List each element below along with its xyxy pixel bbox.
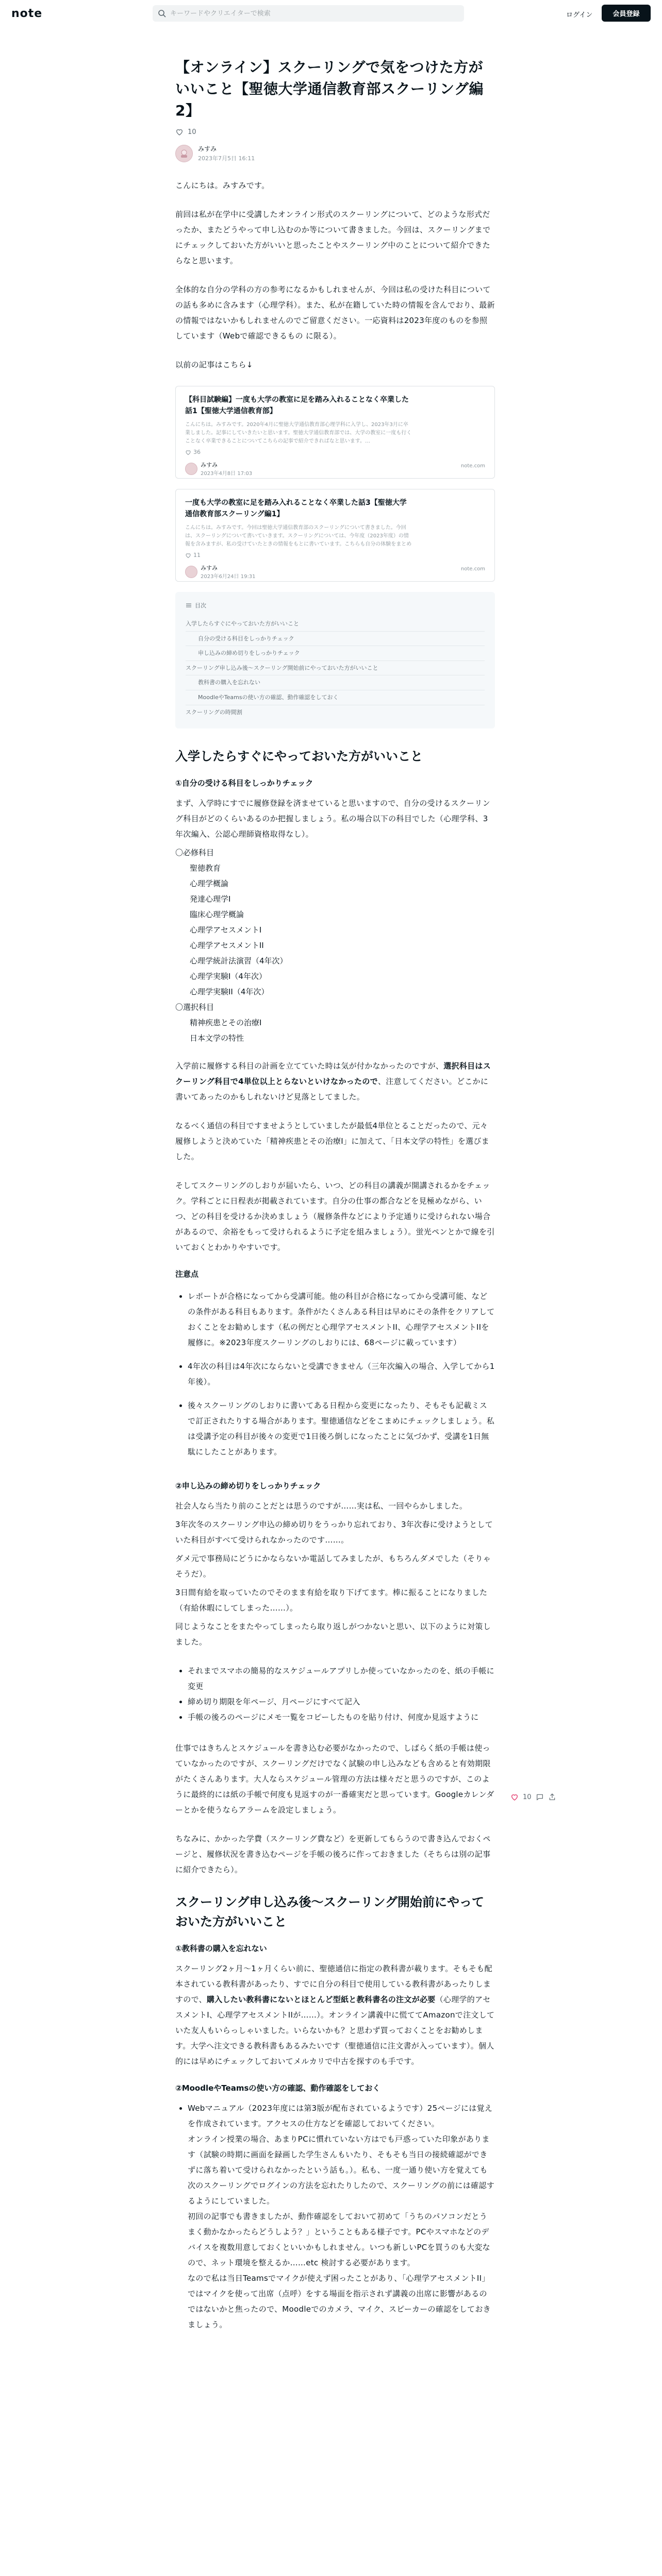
search-box[interactable] bbox=[153, 5, 464, 22]
text-span: 入学前に履修する科目の計画を立てていた時は気が付かなかったのですが、 bbox=[175, 1061, 444, 1071]
bold-text: 購入したい教科書にないとほとんど型紙と教科書名の注文が必要 bbox=[206, 1994, 436, 2004]
subsection-heading: ①自分の受ける科目をしっかりチェック bbox=[175, 778, 313, 788]
toc-item[interactable]: MoodleやTeamsの使い方の確認、動作確認をしておく bbox=[186, 690, 485, 705]
note-logo[interactable]: note bbox=[11, 7, 43, 20]
author-row[interactable] bbox=[175, 144, 495, 162]
card-domain: note.com bbox=[460, 566, 485, 572]
card-like-count: 36 bbox=[193, 449, 201, 456]
subject-item: 〇選択科目 bbox=[175, 1003, 214, 1012]
subject-item: 聖徳教育 bbox=[190, 863, 221, 873]
avatar bbox=[185, 463, 197, 475]
toc-item[interactable]: 申し込みの締め切りをしっかりチェック bbox=[186, 646, 485, 661]
subject-item: 心理学アセスメントII bbox=[190, 941, 264, 951]
subject-item: 〇必修科目 bbox=[175, 848, 214, 858]
card-date: 2023年6月24日 19:31 bbox=[201, 574, 256, 580]
heart-icon bbox=[185, 552, 191, 558]
notes-list bbox=[188, 1289, 495, 1460]
signup-button[interactable]: 会員登録 bbox=[602, 5, 651, 22]
text-span: Webマニュアル（2023年度には第3版が配布されているようです）25ページには覚えを作成されています。アクセスの仕方などを確認しておいてください。 bbox=[188, 2103, 493, 2128]
text-span: （心理学的アセスメントI、心理学アセスメントIIが……）。オンライン講義中に慌ててAmazonで注文していた友人もいらっしゃいました。いらないかも？と思わず買っておくことをお勧めします。大学へ注文できる教科書もあるみたいです（聖徳通信に注文書が入っています）。個人的には早めにチェックしておいてメルカリで中古を探すのも手です。 bbox=[175, 1994, 495, 2066]
subject-item: 発達心理学I bbox=[190, 894, 231, 904]
paragraph: 前回は私が在学中に受講したオンライン形式のスクーリングについて、どのような形式だったか、またどうやって申し込むのか等について書きました。今回は、スクーリングまでにチェックしておいた方がいいと思ったことやスクーリング中のことについて紹介できたらなと思います。 bbox=[175, 210, 491, 265]
toc-item[interactable]: スクーリングの時間割 bbox=[186, 708, 242, 716]
toc-item[interactable]: スクーリング申し込み後〜スクーリング開始前にやっておいた方がいいこと bbox=[186, 661, 485, 676]
heart-icon bbox=[185, 449, 191, 455]
paragraph: 3年次冬のスクーリング申込の締め切りをうっかり忘れており、3年次春に受けようとしていた科目がすべて受けられなかったのです……。 bbox=[175, 1520, 493, 1545]
article bbox=[175, 57, 495, 2348]
text-span: オンライン授業の場合、あまりPCに慣れていない方はでも戸惑っていた印象があります（試験の時期に画面を録画した学生さんもいたり、そもそも当日の接続確認ができずに落ち着いて受けられなかったという話も。）。私も、一度一通り使い方を覚えても次のスクーリングでログインの方法を忘れたりしたので、スクーリングの前には確認するようにしていました。 bbox=[188, 2134, 495, 2206]
subject-item: 心理学実験I（4年次） bbox=[190, 972, 267, 981]
article-title: 【オンライン】スクーリングで気をつけた方がいいこと【聖徳大学通信教育部スクーリング編2】 bbox=[175, 59, 484, 119]
toc-item[interactable]: 自分の受ける科目をしっかりチェック bbox=[186, 632, 485, 647]
toc-item[interactable]: 教科書の購入を忘れない bbox=[186, 675, 485, 690]
avatar bbox=[185, 566, 197, 578]
paragraph bbox=[175, 1058, 495, 1105]
paragraph: 3日間有給を取っていたのでそのまま有給を取り下げてます。棒に振ることになりました（有給休暇にしてしまった……）。 bbox=[175, 1588, 488, 1613]
subsection-heading: ①教科書の購入を忘れない bbox=[175, 1943, 267, 1953]
list-item: • レポートが合格になってから受講可能。他の科目が合格になってから受講可能、などの条件がある科目もあります。条件がたくさんある科目は早めにその条件をクリアしておくことをお勧めします（私の例だと心理学アセスメントII、心理学アセスメントIIを履修に。※2023年度スクーリングのしおりには、68ページに載っています） bbox=[188, 1289, 495, 1350]
avatar-illustration-icon bbox=[179, 148, 189, 159]
heart-icon[interactable] bbox=[175, 128, 184, 136]
list-item: • 4年次の科目は4年次にならないと受講できません（三年次編入の場合、入学してから1年後）。 bbox=[188, 1359, 495, 1389]
paragraph: ちなみに、かかった学費（スクーリング費など）を更新してもらうので書き込んでおくページと、履修状況を書き込むページを手帳の後ろに作っておきました（そちらは別の記事に紹介できたら）。 bbox=[175, 1834, 491, 1875]
list-icon bbox=[186, 602, 192, 608]
paragraph: そしてスクーリングのしおりが届いたら、いつ、どの科目の講義が開講されるかをチェック。学科ごとに日程表が掲載されています。自分の仕事の都合などを見極めながら、いつ、どの科目を受けるか決めましょう（履修条件などにより予定通りに受けられない場合があるので、余裕をもって受けられるように予定を組みましょう）。蛍光ペンとかで線を引いておくとわかりやすいです。 bbox=[175, 1181, 495, 1252]
subject-item: 心理学実験II（4年次） bbox=[190, 987, 269, 997]
text-span: なので私は当日Teamsでマイクが使えず困ったことがあり、「心理学アセスメントII」ではマイクを使って出席（点呼）をする場面を指示されず講義の出席に影響があるのではないかと焦ったので、Moodleでのカメラ、マイク、スピーカーの確認をしておきましょう。 bbox=[188, 2273, 491, 2329]
subject-item: 心理学統計法演習（4年次） bbox=[190, 956, 288, 966]
card-date: 2023年4月8日 17:03 bbox=[201, 471, 253, 477]
table-of-contents bbox=[175, 592, 495, 728]
comment-icon[interactable] bbox=[536, 1793, 544, 1801]
share-icon[interactable] bbox=[548, 1793, 556, 1801]
card-like bbox=[185, 449, 485, 455]
subject-item: 臨床心理学概論 bbox=[190, 910, 244, 920]
card-description: こんにちは。みすみです。今回は聖徳大学通信教育部のスクーリングについて書きました。今回は、スクーリングについて書いていきます。スクーリングについては、今年度（2023年度）の情報を含みますが、私の受けていたときの情報をもとに書いています。こちらも自分の体験をまとめ bbox=[185, 525, 412, 548]
embedded-article-card[interactable] bbox=[175, 386, 495, 479]
card-author-name: みすみ bbox=[201, 462, 218, 469]
paragraph: まず、入学時にすでに履修登録を済ませていると思いますので、自分の受けるスクーリング科目がどのくらいあるのか把握しましょう。私の場合以下の科目でした（心理学科、3年次編入、公認心理師資格取得なし）。 bbox=[175, 799, 490, 839]
like-row bbox=[175, 128, 495, 136]
floating-actions bbox=[510, 1793, 556, 1801]
card-title: 一度も大学の教室に足を踏み入れることなく卒業した話3【聖徳大学通信教育部スクーリング編1】 bbox=[185, 499, 407, 518]
card-author-name: みすみ bbox=[201, 565, 218, 572]
card-title: 【科目試験編】一度も大学の教室に足を踏み入れることなく卒業した話1【聖徳大学通信教育部】 bbox=[185, 396, 409, 415]
paragraph: 以前の記事はこちら↓ bbox=[175, 360, 253, 369]
paragraph bbox=[175, 1961, 495, 2069]
subject-item: 心理学アセスメントI bbox=[190, 925, 262, 935]
subsection-heading: ②申し込みの締め切りをしっかりチェック bbox=[175, 1481, 321, 1491]
toc-label: 目次 bbox=[195, 602, 206, 609]
bold-text: 選択科目はスクーリング科目で4単位以上とらないといけなかったので bbox=[175, 1061, 491, 1087]
card-domain: note.com bbox=[460, 463, 485, 469]
post-date: 2023年7月5日 16:11 bbox=[198, 155, 255, 162]
list-item bbox=[188, 2100, 495, 2332]
site-header bbox=[0, 0, 662, 27]
article-body bbox=[175, 178, 495, 2332]
card-like-count: 11 bbox=[193, 552, 201, 559]
list-item: • それまでスマホの簡易的なスケジュールアプリしか使っていなかったのを、紙の手帳に変更 bbox=[188, 1663, 495, 1694]
tips-list bbox=[188, 1663, 495, 1725]
floating-like-count: 10 bbox=[523, 1793, 532, 1801]
text-span: 初回の記事でも書きましたが、動作確認をしておいて初めて「うちのパソコンだとうまく動かなかったらどうしよう？」ということもある様子です。PCやスマホなどのデバイスを複数用意しておくといいかもしれません。いつも新しいPCを買うのも大変なので、ネット環境を整えるか……etc 検討する必要があります。 bbox=[188, 2211, 490, 2267]
section-heading: スクーリング申し込み後〜スクーリング開始前にやっておいた方がいいこと bbox=[175, 1895, 485, 1929]
card-like bbox=[185, 552, 485, 558]
text-span: 、注意してください。どこかに書いてあったのかもしれないけど見落としてました。 bbox=[175, 1077, 489, 1102]
login-link[interactable]: ログイン bbox=[566, 11, 593, 19]
list-item: • 手帳の後ろのページにメモ一覧をコピーしたものを貼り付け、何度か見返すように bbox=[188, 1709, 495, 1725]
card-author bbox=[185, 461, 485, 477]
search-icon bbox=[158, 9, 166, 18]
subsection-heading: ②MoodleやTeamsの使い方の確認、動作確認をしておく bbox=[175, 2083, 380, 2093]
search-input[interactable] bbox=[170, 10, 449, 18]
like-count: 10 bbox=[188, 128, 196, 136]
section-heading: 入学したらすぐにやっておいた方がいいこと bbox=[175, 749, 423, 764]
author-name[interactable]: みすみ bbox=[198, 145, 217, 152]
avatar[interactable] bbox=[175, 145, 193, 162]
paragraph: 全体的な自分の学科の方の参考になるかもしれませんが、今回は私の受けた科目についての話も多めに含みます（心理学科）。また、私が在籍していた時の情報を含んでおり、最新の情報ではないかもしれませんのでご留意ください。一応資料は2023年度のものを参照しています（Webで確認できるもの に限る）。 bbox=[175, 285, 495, 341]
list-item: • 後々スクーリングのしおりに書いてある日程から変更になったり、そもそも記載ミスで訂正されたりする場合があります。聖徳通信などをこまめにチェックしましょう。私は受講予定の科目が後々の変更で1日後ろ倒しになったことに気づかず、受講を1日無駄にしたことがあります。 bbox=[188, 1398, 495, 1460]
paragraph: 同じようなことをまたやってしまったら取り返しがつかないと思い、以下のように対策しました。 bbox=[175, 1622, 491, 1647]
subject-item: 日本文学の特性 bbox=[190, 1033, 244, 1043]
list-item: • 締め切り期限を年ページ、月ページにすべて記入 bbox=[188, 1694, 495, 1709]
paragraph: 仕事ではきちんとスケジュールを書き込む必要がなかったので、しばらく紙の手帳は使っていなかったのですが、スクーリングだけでなく試験の申し込みなども含めると有効期限がたくさんあります。大人ならスケジュール管理の方法は様々だと思うのですが、このように最終的には紙の手帳で何度も見返すのが一番確実だと思っています。Googleカレンダーとかを使うならアラームを設定しましょう。 bbox=[175, 1743, 494, 1815]
embedded-article-card[interactable] bbox=[175, 489, 495, 582]
moodle-list bbox=[188, 2100, 495, 2332]
paragraph: 社会人なら当たり前のことだとは思うのですが……実は私、一回やらかしました。 bbox=[175, 1501, 468, 1511]
note-heading: 注意点 bbox=[175, 1269, 199, 1279]
paragraph: なるべく通信の科目ですませようとしていましたが最低4単位とることだったので、元々履修しようと決めていた「精神疾患とその治療I」に加えて、「日本文学の特性」を選びました。 bbox=[175, 1121, 489, 1162]
text-span: スクーリング2ヶ月〜1ヶ月くらい前に、聖徳通信に指定の教科書が載ります。そもそも配本されている教科書があったり、すでに自分の科目で使用している教科書があったりしますので、 bbox=[175, 1963, 492, 2004]
paragraph: こんにちは。みすみです。 bbox=[175, 181, 270, 190]
toc-item[interactable]: 入学したらすぐにやっておいた方がいいこと bbox=[186, 617, 485, 632]
paragraph: ダメ元で事務局にどうにかならないか電話してみましたが、もちろんダメでした（そりゃそうだ）。 bbox=[175, 1554, 491, 1579]
toc-header[interactable] bbox=[186, 601, 485, 609]
card-description: こんにちは。みすみです。2020年4月に聖徳大学通信教育部心理学科に入学し、2023年3月に卒業しました。記事にしていきたいと思います。聖徳大学通信教育部では、大学の教室に一度も行くことなく卒業できることについてこちらの記事で紹介できればなと思います。… bbox=[185, 422, 412, 445]
heart-icon[interactable] bbox=[510, 1793, 519, 1801]
subject-item: 心理学概論 bbox=[190, 879, 229, 889]
subject-item: 精神疾患とその治療I bbox=[190, 1018, 262, 1028]
subject-list bbox=[175, 845, 495, 1046]
card-author bbox=[185, 564, 485, 580]
